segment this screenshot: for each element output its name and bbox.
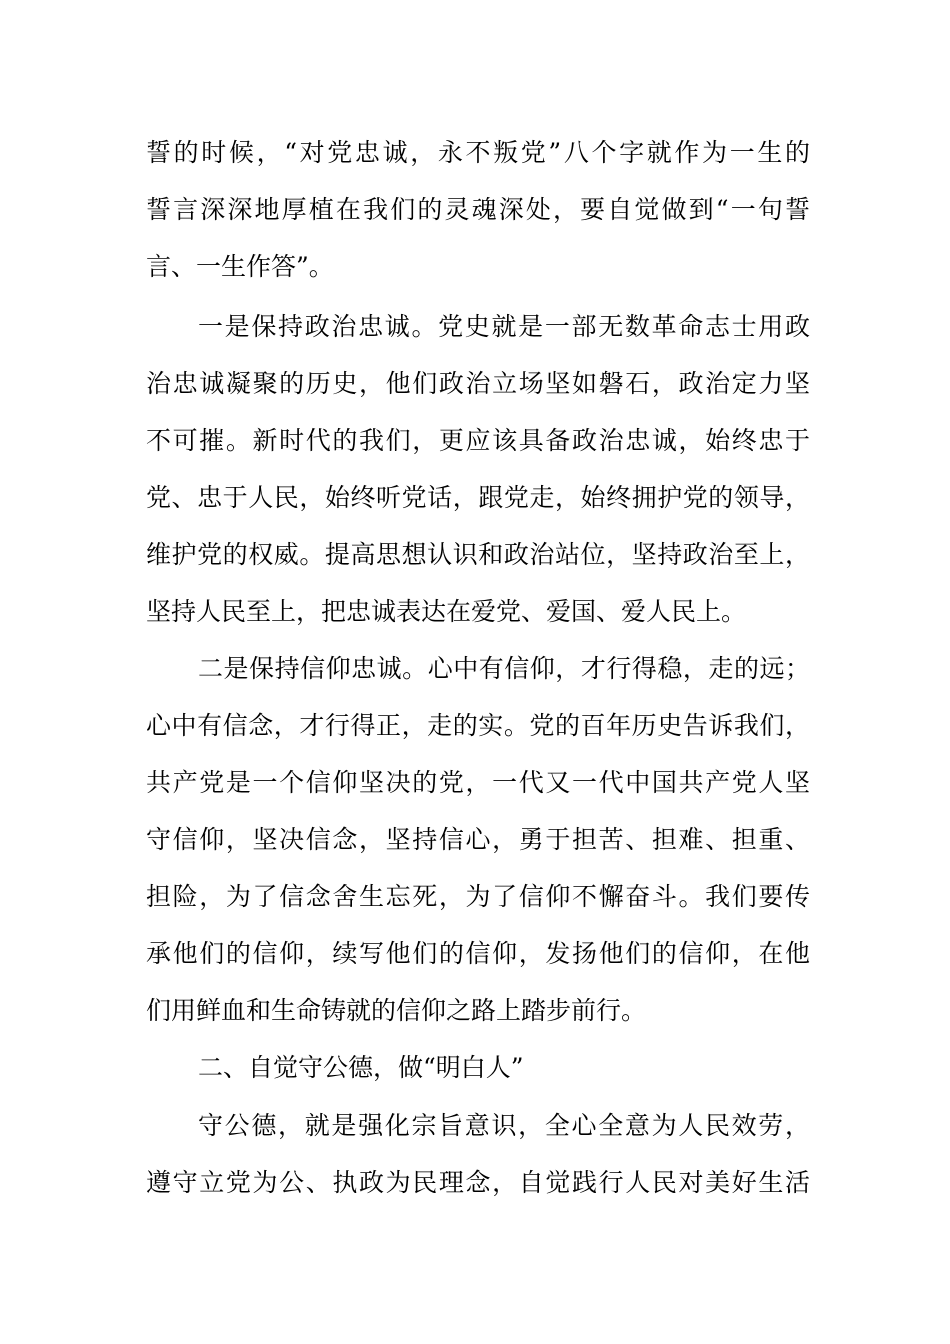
text-line: 治忠诚凝聚的历史，他们政治立场坚如磐石，政治定力坚 — [146, 369, 810, 398]
text-line: 坚持人民至上，把忠诚表达在爱党、爱国、爱人民上。 — [146, 597, 747, 626]
text-line: 守信仰，坚决信念，坚持信心，勇于担苦、担难、担重、 — [146, 825, 810, 854]
text-line: 遵守立党为公、执政为民理念，自觉践行人民对美好生活 — [146, 1168, 810, 1197]
text-line: 心中有信念，才行得正，走的实。党的百年历史告诉我们， — [146, 711, 810, 740]
heading-line: 二、自觉守公德，做“明白人” — [198, 1053, 524, 1082]
text-line: 誓言深深地厚植在我们的灵魂深处，要自觉做到“一句誓 — [146, 195, 810, 224]
text-line: 二是保持信仰忠诚。心中有信仰，才行得稳，走的远； — [198, 654, 810, 683]
paragraph-oath-continued — [146, 124, 810, 295]
paragraph-political-loyalty — [146, 298, 810, 640]
text-line: 誓的时候，“对党忠诚，永不叛党”八个字就作为一生的 — [146, 138, 810, 167]
text-line: 党、忠于人民，始终听党话，跟党走，始终拥护党的领导， — [146, 483, 810, 512]
text-line: 一是保持政治忠诚。党史就是一部无数革命志士用政 — [198, 312, 810, 341]
paragraph-public-morality — [146, 1097, 810, 1211]
section-heading — [146, 1039, 810, 1096]
text-line: 共产党是一个信仰坚决的党，一代又一代中国共产党人坚 — [146, 768, 810, 797]
text-line: 担险，为了信念舍生忘死，为了信仰不懈奋斗。我们要传 — [146, 882, 810, 911]
text-line: 维护党的权威。提高思想认识和政治站位，坚持政治至上， — [146, 540, 810, 569]
paragraph-faith-loyalty — [146, 640, 810, 1039]
text-line: 承他们的信仰，续写他们的信仰，发扬他们的信仰，在他 — [146, 939, 810, 968]
text-line: 不可摧。新时代的我们，更应该具备政治忠诚，始终忠于 — [146, 426, 810, 455]
text-line: 言、一生作答”。 — [146, 252, 334, 281]
text-line: 们用鲜血和生命铸就的信仰之路上踏步前行。 — [146, 996, 647, 1025]
text-line: 守公德，就是强化宗旨意识，全心全意为人民效劳， — [198, 1111, 810, 1140]
